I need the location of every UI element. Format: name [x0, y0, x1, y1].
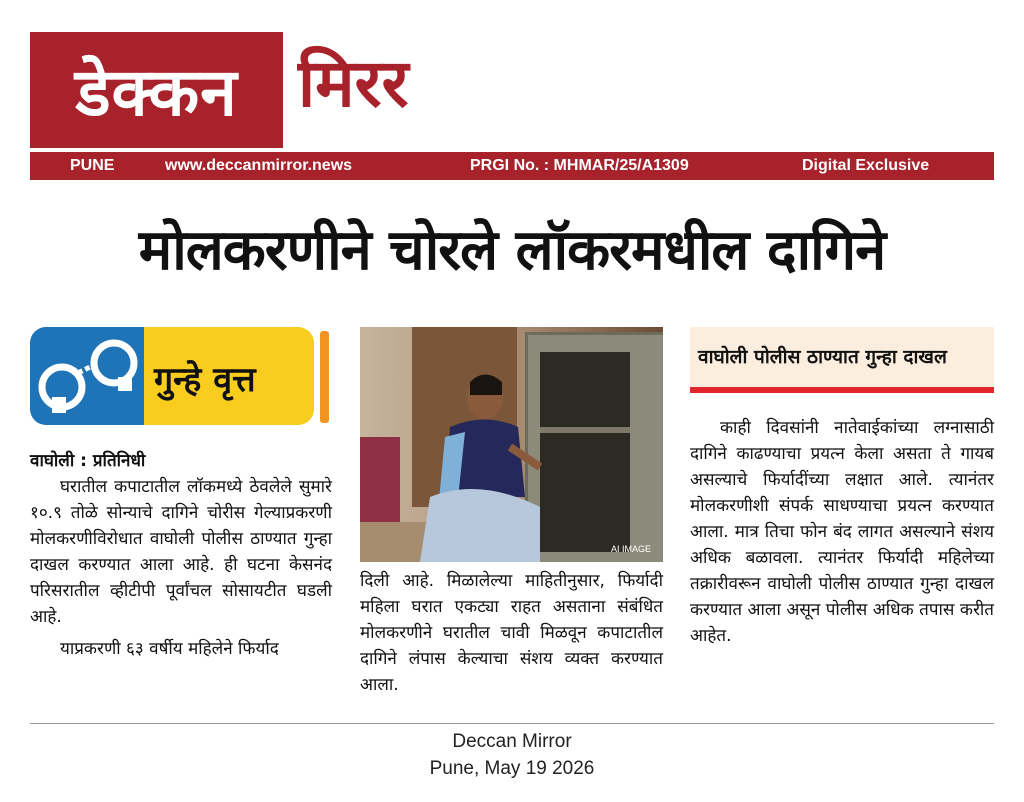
prgi-number: PRGI No. : MHMAR/25/A1309	[470, 157, 689, 174]
subhead-box	[690, 327, 994, 387]
masthead-logo-box	[30, 32, 283, 148]
woman-figure	[400, 367, 550, 562]
column2-text: दिली आहे. मिळालेल्या माहितीनुसार, फिर्यादी महिला घरात एकट्या राहत असताना संबंधित मोलकरणीने घरातील चावी मिळवून कपाटातील दागिने लंपास केल्याचा संशय व्यक्त करण्यात आला.	[360, 571, 663, 695]
edition-label: Digital Exclusive	[802, 157, 930, 174]
subhead-underline	[690, 387, 994, 393]
column-2	[360, 568, 663, 698]
masthead-part1: डेक्कन	[75, 54, 238, 131]
column-3	[690, 415, 994, 649]
column-1	[30, 448, 332, 662]
column3-text: काही दिवसांनी नातेवाईकांच्या लग्नासाठी दागिने काढण्याचा प्रयत्न केला असता ते गायब असल्याचे फिर्यादींच्या लक्षात आले. त्यानंतर मोलकरणीशी संपर्क साधण्याचा प्रयत्न करण्यात आला. मात्र तिचा फोन बंद लागत असल्याने संशय अधिक बळावला. त्यानंतर फिर्यादी महिलेच्या तक्रारीवरून वाघोली पोलीस ठाण्यात गुन्हा दाखल करण्यात आला असून पोलीस अधिक तपास करीत आहेत.	[690, 418, 994, 646]
footer-divider	[30, 723, 994, 724]
badge-icon-area	[30, 327, 144, 425]
website-link[interactable]: www.deccanmirror.news	[165, 157, 353, 174]
badge-text: गुन्हे वृत्त	[154, 360, 256, 400]
article-photo	[360, 327, 663, 562]
byline: वाघोली : प्रतिनिधी	[30, 451, 146, 471]
handcuffs-icon	[30, 327, 144, 425]
footer-dateline: Pune, May 19 2026	[429, 758, 595, 779]
photo-credit: AI IMAGE	[610, 544, 651, 554]
info-bar	[30, 152, 994, 180]
headline: मोलकरणीने चोरले लॉकरमधील दागिने	[138, 218, 886, 283]
city-label: PUNE	[70, 157, 115, 174]
column1-para1: घरातील कपाटातील लॉकमध्ये ठेवलेले सुमारे १०.९ तोळे सोन्याचे दागिने चोरीस गेल्याप्रकरणी मोलकरणीविरोधात वाघोली पोलीस ठाण्यात गुन्हा दाखल करण्यात आला आहे. ही घटना केसनंद परिसरातील व्हीटीपी पूर्वांचल सोसायटीत घडली आहे.	[30, 477, 332, 627]
badge-accent-bar	[320, 331, 329, 423]
masthead-part2: मिरर	[298, 45, 409, 122]
column1-para2: याप्रकरणी ६३ वर्षीय महिलेने फिर्याद	[60, 639, 279, 659]
crime-news-badge	[30, 327, 320, 425]
subhead-title: वाघोली पोलीस ठाण्यात गुन्हा दाखल	[698, 346, 947, 368]
footer-name: Deccan Mirror	[452, 731, 572, 752]
